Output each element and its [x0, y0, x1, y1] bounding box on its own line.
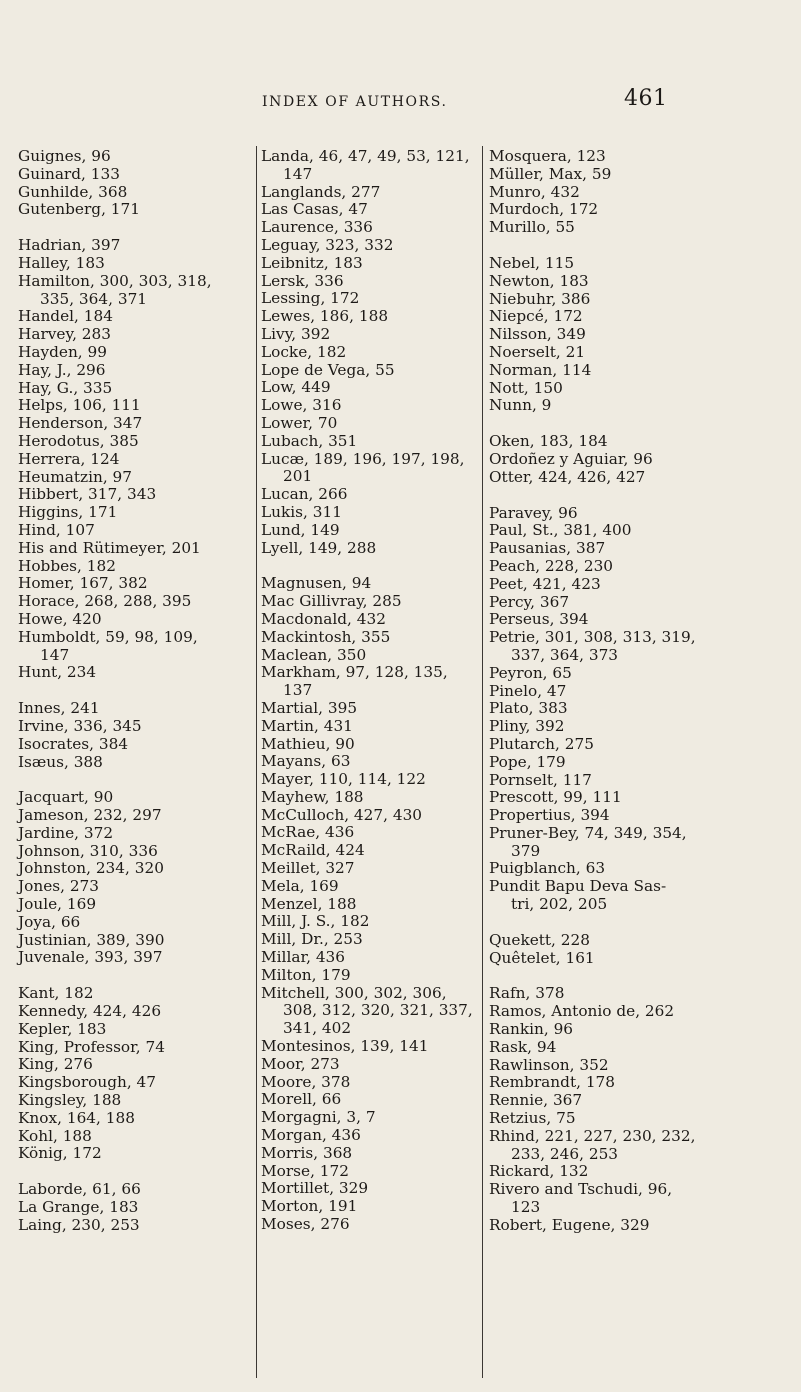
index-entry: Laurence, 336 [261, 218, 373, 237]
group-gap [18, 967, 250, 985]
index-entry: Nunn, 9 [489, 396, 552, 415]
index-entry: Meillet, 327 [261, 859, 355, 878]
index-entry-continuation: 233, 246, 253 [511, 1144, 619, 1163]
index-entry: Halley, 183 [18, 253, 105, 272]
index-entry-continuation: 147 [283, 164, 313, 183]
index-entry: Locke, 182 [261, 342, 347, 361]
index-entry: Rhind, 221, 227, 230, 232, [489, 1126, 696, 1145]
index-entry: Retzius, 75 [489, 1109, 576, 1128]
running-title: INDEX OF AUTHORS. [262, 94, 448, 110]
index-entry: Lyell, 149, 288 [261, 538, 377, 557]
index-entry: Robert, Eugene, 329 [489, 1215, 650, 1234]
index-entry: Quekett, 228 [489, 930, 590, 949]
group-gap [18, 1163, 250, 1181]
index-entry: Morell, 66 [261, 1090, 342, 1109]
group-gap [18, 771, 250, 789]
index-entry: Kennedy, 424, 426 [18, 1002, 162, 1021]
column-divider [482, 146, 483, 1378]
index-entry: Hobbes, 182 [18, 556, 116, 575]
index-entry: Murillo, 55 [489, 218, 575, 237]
index-entry: Rennie, 367 [489, 1091, 583, 1110]
index-entry: Mortillet, 329 [261, 1179, 369, 1198]
index-entry: Pinelo, 47 [489, 681, 567, 700]
index-entry: Laborde, 61, 66 [18, 1180, 141, 1199]
index-entry: Paul, St., 381, 400 [489, 521, 632, 540]
index-entry: Millar, 436 [261, 948, 346, 967]
index-entry: Homer, 167, 382 [18, 574, 148, 593]
index-entry: Irvine, 336, 345 [18, 716, 142, 735]
index-entry: Lower, 70 [261, 413, 338, 432]
index-column-3 [489, 148, 789, 1235]
group-gap [489, 914, 789, 932]
index-entry: Mackintosh, 355 [261, 627, 391, 646]
index-entry: Leguay, 323, 332 [261, 235, 394, 254]
index-entry: Pope, 179 [489, 752, 566, 771]
index-entry: Gunhilde, 368 [18, 182, 128, 201]
group-gap [489, 487, 789, 505]
index-entry: Milton, 179 [261, 965, 351, 984]
group-gap [489, 237, 789, 255]
index-entry: Leibnitz, 183 [261, 253, 363, 272]
index-entry: Las Casas, 47 [261, 200, 368, 219]
index-entry: Humboldt, 59, 98, 109, [18, 627, 198, 646]
index-entry: Nebel, 115 [489, 253, 575, 272]
index-entry: Nilsson, 349 [489, 325, 586, 344]
index-entry: Livy, 392 [261, 324, 331, 343]
index-entry: Moses, 276 [261, 1215, 350, 1234]
index-entry: Hadrian, 397 [18, 236, 121, 255]
index-entry: Lubach, 351 [261, 431, 358, 450]
index-entry: Peach, 228, 230 [489, 556, 614, 575]
index-entry: Rankin, 96 [489, 1020, 574, 1039]
index-entry: Paravey, 96 [489, 503, 578, 522]
index-entry: Morse, 172 [261, 1161, 350, 1180]
index-entry: Hayden, 99 [18, 342, 107, 361]
index-entry: Herrera, 124 [18, 449, 120, 468]
index-entry-continuation: 308, 312, 320, 321, 337, [283, 1001, 473, 1020]
index-entry: Müller, Max, 59 [489, 164, 612, 183]
index-entry: Isocrates, 384 [18, 734, 129, 753]
index-entry: Jones, 273 [18, 877, 100, 896]
index-entry: Howe, 420 [18, 609, 102, 628]
index-entry: Plutarch, 275 [489, 734, 594, 753]
index-entry: Lund, 149 [261, 520, 340, 539]
index-entry: König, 172 [18, 1144, 102, 1163]
index-entry: Pruner-Bey, 74, 349, 354, [489, 823, 687, 842]
index-entry: Langlands, 277 [261, 182, 381, 201]
index-entry: Nott, 150 [489, 378, 563, 397]
index-entry: Kingsborough, 47 [18, 1073, 157, 1092]
index-entry: McRae, 436 [261, 823, 355, 842]
index-entry: Hunt, 234 [18, 663, 97, 682]
index-entry: Low, 449 [261, 378, 331, 397]
index-entry: Newton, 183 [489, 271, 589, 290]
index-entry: Harvey, 283 [18, 325, 111, 344]
index-entry: Lowe, 316 [261, 396, 342, 415]
index-entry: Rickard, 132 [489, 1162, 589, 1181]
index-entry: Mill, J. S., 182 [261, 912, 370, 931]
index-column-1 [18, 148, 250, 1235]
index-entry: Prescott, 99, 111 [489, 788, 622, 807]
index-entry: Lersk, 336 [261, 271, 344, 290]
index-entry: Jardine, 372 [18, 823, 114, 842]
index-entry: Magnusen, 94 [261, 574, 372, 593]
index-entry: Morgan, 436 [261, 1126, 361, 1145]
index-entry: Montesinos, 139, 141 [261, 1037, 429, 1056]
index-entry: Isæus, 388 [18, 752, 103, 771]
index-entry: King, 276 [18, 1055, 93, 1074]
index-entry: Petrie, 301, 308, 313, 319, [489, 628, 696, 647]
index-entry: Kepler, 183 [18, 1019, 107, 1038]
index-entry: Mayans, 63 [261, 752, 351, 771]
index-entry: Hamilton, 300, 303, 318, [18, 271, 212, 290]
index-entry: Jacquart, 90 [18, 788, 114, 807]
index-entry: Puigblanch, 63 [489, 859, 606, 878]
index-entry: McCulloch, 427, 430 [261, 805, 423, 824]
index-entry: Norman, 114 [489, 360, 592, 379]
index-entry: Mosquera, 123 [489, 147, 606, 165]
group-gap [489, 967, 789, 985]
index-entry: Helps, 106, 111 [18, 396, 141, 415]
index-entry: Percy, 367 [489, 592, 570, 611]
index-entry: Kant, 182 [18, 984, 94, 1003]
index-entry: Rivero and Tschudi, 96, [489, 1180, 673, 1199]
index-entry: Niepcé, 172 [489, 307, 583, 326]
index-entry: Mathieu, 90 [261, 734, 355, 753]
index-entry-continuation: 147 [40, 645, 70, 664]
index-entry: Pundit Bapu Deva Sas- [489, 877, 667, 896]
index-entry-continuation: 201 [283, 467, 313, 486]
index-entry: Gutenberg, 171 [18, 200, 140, 219]
index-entry: Murdoch, 172 [489, 200, 599, 219]
index-entry: Mill, Dr., 253 [261, 930, 363, 949]
index-entry: Propertius, 394 [489, 806, 610, 825]
page-header [0, 86, 801, 118]
index-entry: Herodotus, 385 [18, 431, 139, 450]
index-entry: Pliny, 392 [489, 717, 565, 736]
index-entry: Jameson, 232, 297 [18, 806, 162, 825]
index-entry: Lope de Vega, 55 [261, 360, 395, 379]
index-entry: Rask, 94 [489, 1037, 557, 1056]
index-entry: Innes, 241 [18, 699, 100, 718]
index-entry: La Grange, 183 [18, 1198, 139, 1217]
index-entry: Mayhew, 188 [261, 787, 364, 806]
index-entry-continuation: 341, 402 [283, 1019, 352, 1038]
index-entry: Laing, 230, 253 [18, 1215, 140, 1234]
index-entry: Heumatzin, 97 [18, 467, 133, 486]
index-entry: Higgins, 171 [18, 503, 118, 522]
page-number: 461 [624, 86, 668, 111]
index-entry: Johnson, 310, 336 [18, 841, 158, 860]
index-entry: Martin, 431 [261, 716, 353, 735]
index-entry: Markham, 97, 128, 135, [261, 663, 448, 682]
group-gap [489, 415, 789, 433]
group-gap [18, 682, 250, 700]
index-entry: Morris, 368 [261, 1143, 353, 1162]
index-entry: Juvenale, 393, 397 [18, 948, 163, 967]
index-entry: Rembrandt, 178 [489, 1073, 616, 1092]
index-entry: Lucæ, 189, 196, 197, 198, [261, 449, 465, 468]
index-entry: Otter, 424, 426, 427 [489, 467, 646, 486]
index-entry-continuation: 337, 364, 373 [511, 645, 619, 664]
index-entry: Pornselt, 117 [489, 770, 592, 789]
index-entry: Hibbert, 317, 343 [18, 485, 157, 504]
index-entry: Pausanias, 387 [489, 539, 606, 558]
index-entry: Macdonald, 432 [261, 609, 386, 628]
index-entry: Morgagni, 3, 7 [261, 1108, 376, 1127]
index-entry: King, Professor, 74 [18, 1037, 165, 1056]
index-entry: Peyron, 65 [489, 663, 572, 682]
index-entry: Joya, 66 [18, 912, 81, 931]
index-entry: Plato, 383 [489, 699, 568, 718]
index-entry: Handel, 184 [18, 307, 113, 326]
column-divider [256, 146, 257, 1378]
index-entry: Mayer, 110, 114, 122 [261, 770, 426, 789]
group-gap [18, 219, 250, 237]
index-entry: Kingsley, 188 [18, 1091, 122, 1110]
index-entry: Maclean, 350 [261, 645, 367, 664]
index-entry: Mitchell, 300, 302, 306, [261, 983, 447, 1002]
index-entry: Morton, 191 [261, 1197, 358, 1216]
index-entry: Ordoñez y Aguiar, 96 [489, 449, 653, 468]
index-entry-continuation: 335, 364, 371 [40, 289, 148, 308]
index-entry: Moor, 273 [261, 1054, 340, 1073]
index-entry: Kohl, 188 [18, 1126, 92, 1145]
index-entry: Justinian, 389, 390 [18, 930, 165, 949]
index-entry: Johnston, 234, 320 [18, 859, 164, 878]
index-entry: Knox, 164, 188 [18, 1108, 135, 1127]
index-entry: Rawlinson, 352 [489, 1055, 609, 1074]
index-entry: Ramos, Antonio de, 262 [489, 1002, 675, 1021]
index-entry: Munro, 432 [489, 182, 580, 201]
index-entry: Joule, 169 [18, 895, 97, 914]
index-entry: Noerselt, 21 [489, 342, 586, 361]
index-entry: His and Rütimeyer, 201 [18, 538, 201, 557]
index-entry: Guignes, 96 [18, 147, 111, 165]
index-entry: Perseus, 394 [489, 610, 589, 629]
index-entry: Landa, 46, 47, 49, 53, 121, [261, 147, 470, 165]
index-entry-continuation: 379 [511, 841, 541, 860]
index-entry: Hind, 107 [18, 520, 95, 539]
index-entry: Henderson, 347 [18, 414, 143, 433]
index-entry: Hay, J., 296 [18, 360, 106, 379]
index-entry: Horace, 268, 288, 395 [18, 592, 192, 611]
index-entry: McRaild, 424 [261, 841, 365, 860]
index-entry: Niebuhr, 386 [489, 289, 591, 308]
index-entry: Lucan, 266 [261, 485, 348, 504]
index-entry: Quêtelet, 161 [489, 948, 595, 967]
index-entry: Martial, 395 [261, 698, 358, 717]
index-entry-continuation: tri, 202, 205 [511, 895, 608, 914]
index-entry: Lewes, 186, 188 [261, 307, 389, 326]
index-entry: Mela, 169 [261, 876, 339, 895]
index-entry: Menzel, 188 [261, 894, 357, 913]
index-entry: Peet, 421, 423 [489, 574, 601, 593]
index-entry: Lessing, 172 [261, 289, 360, 308]
index-entry: Hay, G., 335 [18, 378, 113, 397]
index-entry: Rafn, 378 [489, 984, 565, 1003]
index-entry-continuation: 137 [283, 681, 313, 700]
index-entry: Guinard, 133 [18, 164, 120, 183]
index-entry: Mac Gillivray, 285 [261, 592, 402, 611]
index-column-2 [261, 147, 473, 1234]
index-entry: Moore, 378 [261, 1072, 351, 1091]
index-entry: Lukis, 311 [261, 502, 342, 521]
index-entry-continuation: 123 [511, 1198, 541, 1217]
index-entry: Oken, 183, 184 [489, 432, 608, 451]
group-gap [261, 557, 461, 575]
